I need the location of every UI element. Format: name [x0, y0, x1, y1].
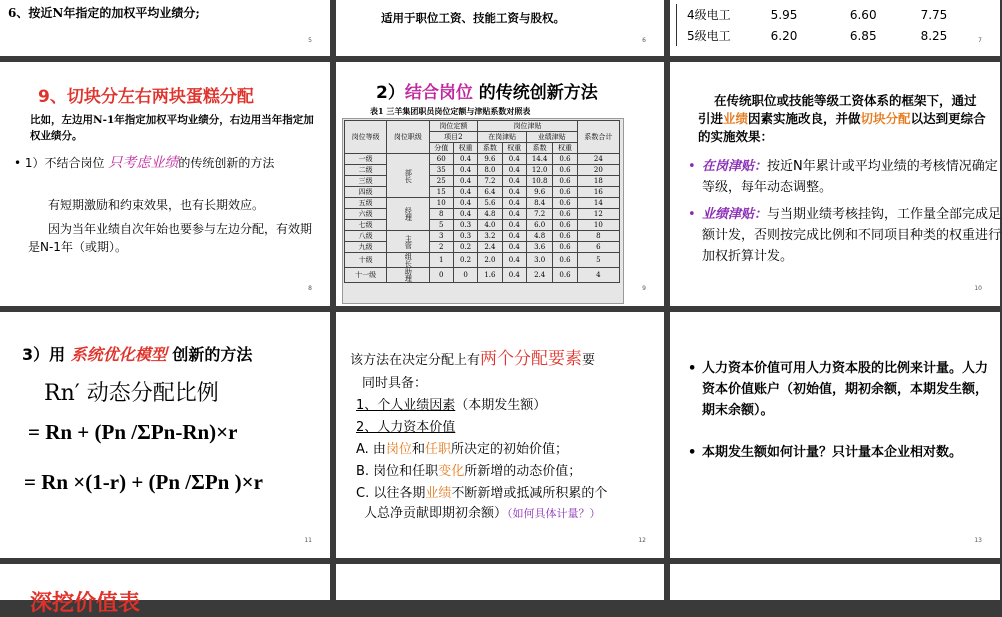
table-cell: 0.4	[453, 165, 477, 176]
table-row	[345, 165, 620, 176]
line-text-2: 和	[411, 442, 425, 457]
wage-table	[676, 4, 969, 46]
page-number: 5	[308, 37, 312, 44]
slide-8-para-3: 因为当年业绩自次年始也要参与左边分配，有效期是N-1年（或期）。	[28, 222, 313, 254]
table-row	[345, 268, 620, 283]
table-row	[677, 25, 970, 46]
table-cell: 六级	[345, 209, 387, 220]
slide-8-para-2: 有短期激励和约束效果，也有长期效应。	[48, 198, 265, 212]
intro-highlight: 业绩	[723, 111, 749, 126]
header-cell: 系数合计	[577, 121, 619, 154]
table-cell: 24	[577, 154, 619, 165]
table-cell: 0.6	[553, 209, 577, 220]
intro-text-2: 因素实施改良，并做	[748, 111, 861, 126]
title-suffix: 的传统创新方法	[478, 83, 598, 103]
slide-16[interactable]	[670, 564, 1000, 600]
table-cell: 0.6	[553, 176, 577, 187]
table-cell: 1	[429, 253, 453, 268]
factor-1: 1、个人业绩因素	[356, 398, 456, 413]
intro-text-3: 以达到更综合的实施效果：	[698, 111, 986, 144]
table-cell: 十一级	[345, 268, 387, 283]
bullet-dot: •	[688, 361, 697, 376]
table-cell: 7.2	[526, 209, 552, 220]
table-row	[345, 242, 620, 253]
table-cell: 0.6	[553, 154, 577, 165]
formula-3: = Rn ×(1-r) + (Pn /ΣPn )×r	[24, 470, 263, 494]
header-cell: 权重	[502, 143, 526, 154]
table-cell: 0.6	[553, 220, 577, 231]
slide-5-text: 6、按近N年指定的加权平均业绩分;	[8, 6, 200, 20]
slide-12[interactable]	[336, 312, 664, 558]
table-cell: 18	[577, 176, 619, 187]
slide-10-intro	[698, 92, 988, 146]
table-cell: 6.20	[770, 28, 798, 43]
table-cell: 0.3	[453, 220, 477, 231]
table-cell: 经理	[387, 198, 429, 231]
table-cell: 20	[577, 165, 619, 176]
table-cell: 3	[429, 231, 453, 242]
table-cell: 0.4	[502, 176, 526, 187]
header-cell: 系数	[478, 143, 502, 154]
header-cell: 岗位等级	[345, 121, 387, 154]
table-cell: 5.95	[770, 7, 798, 22]
table-cell: 八级	[345, 231, 387, 242]
slide-8[interactable]	[0, 62, 330, 306]
table-cell: 14	[577, 198, 619, 209]
table-cell: 3.0	[526, 253, 552, 268]
table-cell: 6.85	[849, 28, 877, 43]
table-cell: 0.6	[553, 187, 577, 198]
table-row	[345, 154, 620, 165]
header-cell: 权重	[553, 143, 577, 154]
formula-2: = Rn + (Pn /ΣPn-Rn)×r	[28, 420, 238, 444]
table-cell: 三级	[345, 176, 387, 187]
slide-8-bullet	[14, 154, 314, 172]
table-cell: 七级	[345, 220, 387, 231]
table-cell: 0.4	[502, 242, 526, 253]
table-cell: 10.8	[526, 176, 552, 187]
table-cell: 5级电工	[687, 29, 731, 43]
table-cell: 五级	[345, 198, 387, 209]
line-text: 人总净贡献即期初余额）	[364, 506, 508, 521]
slide-14[interactable]	[0, 564, 330, 616]
table-cell: 5	[577, 253, 619, 268]
header-cell: 系数	[526, 143, 552, 154]
table-cell: 0.3	[453, 231, 477, 242]
header-cell: 岗位津贴	[478, 121, 577, 132]
line-text-2: 不断新增或抵减所积累的个	[451, 486, 608, 501]
table-row	[345, 187, 620, 198]
bullet-dot: •	[688, 159, 696, 174]
table-row	[345, 176, 620, 187]
table-row	[345, 220, 620, 231]
table-cell: 5	[429, 220, 453, 231]
bullet-text: 与当期业绩考核挂钩，工作量全部完成足额计发，否则按完成比例和不同项目种类的权重进行加权折算计发。	[702, 207, 1002, 264]
title-prefix: 3）用	[22, 345, 66, 364]
line-highlight: 业绩	[425, 486, 452, 501]
bullet-performance	[688, 204, 1002, 267]
page-number: 6	[642, 37, 646, 44]
page-number: 11	[304, 537, 312, 544]
slide-12-line-2: 同时具备：	[362, 376, 428, 391]
bullet-label: 在岗津贴：	[702, 159, 768, 174]
slide-11[interactable]	[0, 312, 330, 558]
table-cell: 4级电工	[687, 8, 731, 22]
title-prefix: 2）	[376, 83, 405, 103]
table-cell: 0.6	[553, 165, 577, 176]
bullet-text-2: 的传统创新的方法	[178, 156, 275, 170]
table-caption: 表1 三羊集团职员岗位定额与津贴系数对照表	[370, 106, 531, 116]
slide-5[interactable]	[0, 0, 330, 56]
table-cell: 35	[429, 165, 453, 176]
bullet-onpost	[688, 156, 1002, 198]
slide-12-line-1	[350, 344, 595, 369]
table-cell: 0.4	[453, 198, 477, 209]
table-cell: 6	[577, 242, 619, 253]
table-cell: 0.4	[502, 220, 526, 231]
table-row	[345, 253, 620, 268]
table-cell: 6.60	[849, 7, 877, 22]
slide-15[interactable]	[336, 564, 664, 600]
line-note: （如何具体计量？）	[507, 507, 601, 520]
table-cell: 0.4	[453, 187, 477, 198]
slide-13[interactable]	[670, 312, 1000, 558]
slide-12-line-4: 2、人力资本价值	[356, 420, 456, 435]
title-suffix: 创新的方法	[172, 345, 253, 364]
table-cell: 0.2	[453, 242, 477, 253]
title-highlight: 系统优化模型	[70, 345, 167, 364]
table-cell: 9.6	[526, 187, 552, 198]
line-text-3: 所决定的初始价值；	[450, 442, 568, 457]
bullet-1	[688, 358, 992, 421]
table-cell: 助理	[387, 268, 429, 283]
table-cell: 0.4	[502, 187, 526, 198]
table-row	[345, 231, 620, 242]
page-number: 9	[642, 285, 646, 292]
bullet-text: 按近N年累计或平均业绩的考核情况确定等级，每年动态调整。	[702, 159, 998, 195]
table-cell: 0.4	[502, 231, 526, 242]
table-cell: 2.4	[526, 268, 552, 283]
line-text: C. 以往各期	[356, 486, 426, 501]
line-text-2: 要	[582, 353, 596, 368]
table-cell: 4.0	[478, 220, 502, 231]
position-allowance-table	[344, 120, 620, 283]
table-cell: 4.8	[478, 209, 502, 220]
table-cell: 0	[429, 268, 453, 283]
table-cell: 0.6	[553, 198, 577, 209]
table-cell: 一级	[345, 154, 387, 165]
table-row	[677, 4, 970, 25]
table-cell: 10	[429, 198, 453, 209]
table-cell: 组长	[387, 253, 429, 268]
table-cell: 0.4	[502, 165, 526, 176]
table-cell: 0.4	[502, 268, 526, 283]
page-number: 10	[974, 285, 982, 292]
table-cell: 7.2	[478, 176, 502, 187]
table-cell: 3.6	[526, 242, 552, 253]
table-cell: 0.6	[553, 268, 577, 283]
formula-1: Rn′ 动态分配比例	[44, 381, 219, 406]
slide-12-line-3	[356, 394, 546, 413]
bullet-dot: •	[688, 207, 696, 222]
bullet-text: 人力资本价值可用人力资本股的比例来计量。人力资本价值账户（初始值，期初余额，本期发生额，期末余额）。	[702, 361, 989, 418]
table-cell: 10	[577, 220, 619, 231]
table-cell: 0.6	[553, 231, 577, 242]
slide-8-para-1: 比如，左边用N-1年指定加权平均业绩分，右边用当年指定加权业绩分。	[30, 114, 314, 142]
bullet-2	[688, 442, 992, 463]
table-cell: 0.6	[553, 253, 577, 268]
line-text: B. 岗位和任职	[356, 464, 439, 479]
bullet-highlight: 只考虑业绩	[108, 155, 179, 171]
header-cell: 项目2	[429, 132, 478, 143]
table-cell: 9.6	[478, 154, 502, 165]
page-number: 12	[638, 537, 646, 544]
line-text-2: 所新增的动态价值；	[464, 464, 582, 479]
table-cell: 部长	[387, 154, 429, 198]
table-cell: 十级	[345, 253, 387, 268]
slide-title: 9、切块分左右两块蛋糕分配	[38, 87, 254, 107]
slide-title: 深挖价值表	[30, 591, 141, 616]
slide-6-text: 适用于职位工资、技能工资与股权。	[381, 11, 565, 25]
table-cell: 7.75	[920, 7, 948, 22]
slide-12-line-c	[356, 482, 607, 501]
table-cell: 九级	[345, 242, 387, 253]
table-cell: 0.2	[453, 253, 477, 268]
table-cell: 6.4	[478, 187, 502, 198]
intro-text: 在传统职位或技能等级工资体系的框架下，通过引进	[698, 93, 977, 126]
slide-12-line-c2	[364, 502, 601, 521]
line-text: A. 由	[356, 442, 386, 457]
table-cell: 0	[453, 268, 477, 283]
table-cell: 1.6	[478, 268, 502, 283]
page-number: 13	[974, 537, 982, 544]
title-highlight: 结合岗位	[404, 83, 473, 103]
bullet-label: 业绩津贴：	[702, 207, 768, 222]
header-cell: 业绩津贴	[526, 132, 577, 143]
line-highlight-2: 任职	[424, 442, 451, 457]
table-cell: 2.4	[478, 242, 502, 253]
slide-10[interactable]	[670, 62, 1000, 306]
table-cell: 12.0	[526, 165, 552, 176]
table-cell: 8.4	[526, 198, 552, 209]
table-cell: 0.4	[453, 154, 477, 165]
slide-9[interactable]	[336, 62, 664, 306]
table-cell: 8.25	[920, 28, 948, 43]
factor-1-note: （本期发生额）	[455, 398, 547, 413]
page-number: 8	[308, 285, 312, 292]
table-cell: 0.4	[502, 209, 526, 220]
table-cell: 2	[429, 242, 453, 253]
page-number: 7	[978, 37, 982, 44]
table-cell: 0.4	[502, 198, 526, 209]
table-cell: 3.2	[478, 231, 502, 242]
table-cell: 8	[577, 231, 619, 242]
line-text: 该方法在决定分配上有	[350, 353, 481, 368]
header-cell: 分值	[429, 143, 453, 154]
bullet-text: 本期发生额如何计量？只计量本企业相对数。	[702, 445, 963, 460]
table-cell: 60	[429, 154, 453, 165]
table-cell: 5.6	[478, 198, 502, 209]
table-cell: 25	[429, 176, 453, 187]
slide-12-line-a	[356, 438, 568, 457]
slide-7[interactable]	[670, 0, 1000, 56]
table-cell: 四级	[345, 187, 387, 198]
bullet-dot: •	[14, 156, 22, 170]
line-highlight: 变化	[438, 464, 465, 479]
table-cell: 8	[429, 209, 453, 220]
table-cell: 0.4	[453, 176, 477, 187]
header-cell: 岗位定额	[429, 121, 478, 132]
table-cell: 15	[429, 187, 453, 198]
bullet-dot: •	[688, 445, 697, 460]
table-cell: 0.4	[502, 154, 526, 165]
line-highlight: 两个分配要素	[480, 349, 583, 369]
table-cell: 4	[577, 268, 619, 283]
table-cell: 4.8	[526, 231, 552, 242]
table-cell: 14.4	[526, 154, 552, 165]
table-cell: 8.0	[478, 165, 502, 176]
table-cell: 二级	[345, 165, 387, 176]
table-cell: 12	[577, 209, 619, 220]
header-cell: 在岗津贴	[478, 132, 527, 143]
slide-6[interactable]	[336, 0, 664, 56]
table-cell: 主管	[387, 231, 429, 253]
header-cell: 岗位职级	[387, 121, 429, 154]
bullet-text: 1）不结合岗位	[24, 156, 105, 170]
slide-12-line-b	[356, 460, 581, 479]
slide-title	[376, 78, 598, 103]
table-cell: 0.4	[502, 253, 526, 268]
table-row	[345, 209, 620, 220]
intro-highlight-2: 切块分配	[860, 111, 911, 126]
slide-title	[22, 342, 252, 365]
table-cell: 0.4	[453, 209, 477, 220]
table-cell: 6.0	[526, 220, 552, 231]
table-row	[345, 198, 620, 209]
table-cell: 0.6	[553, 242, 577, 253]
table-cell: 16	[577, 187, 619, 198]
line-highlight: 岗位	[385, 442, 412, 457]
table-cell: 2.0	[478, 253, 502, 268]
header-cell: 权重	[453, 143, 477, 154]
